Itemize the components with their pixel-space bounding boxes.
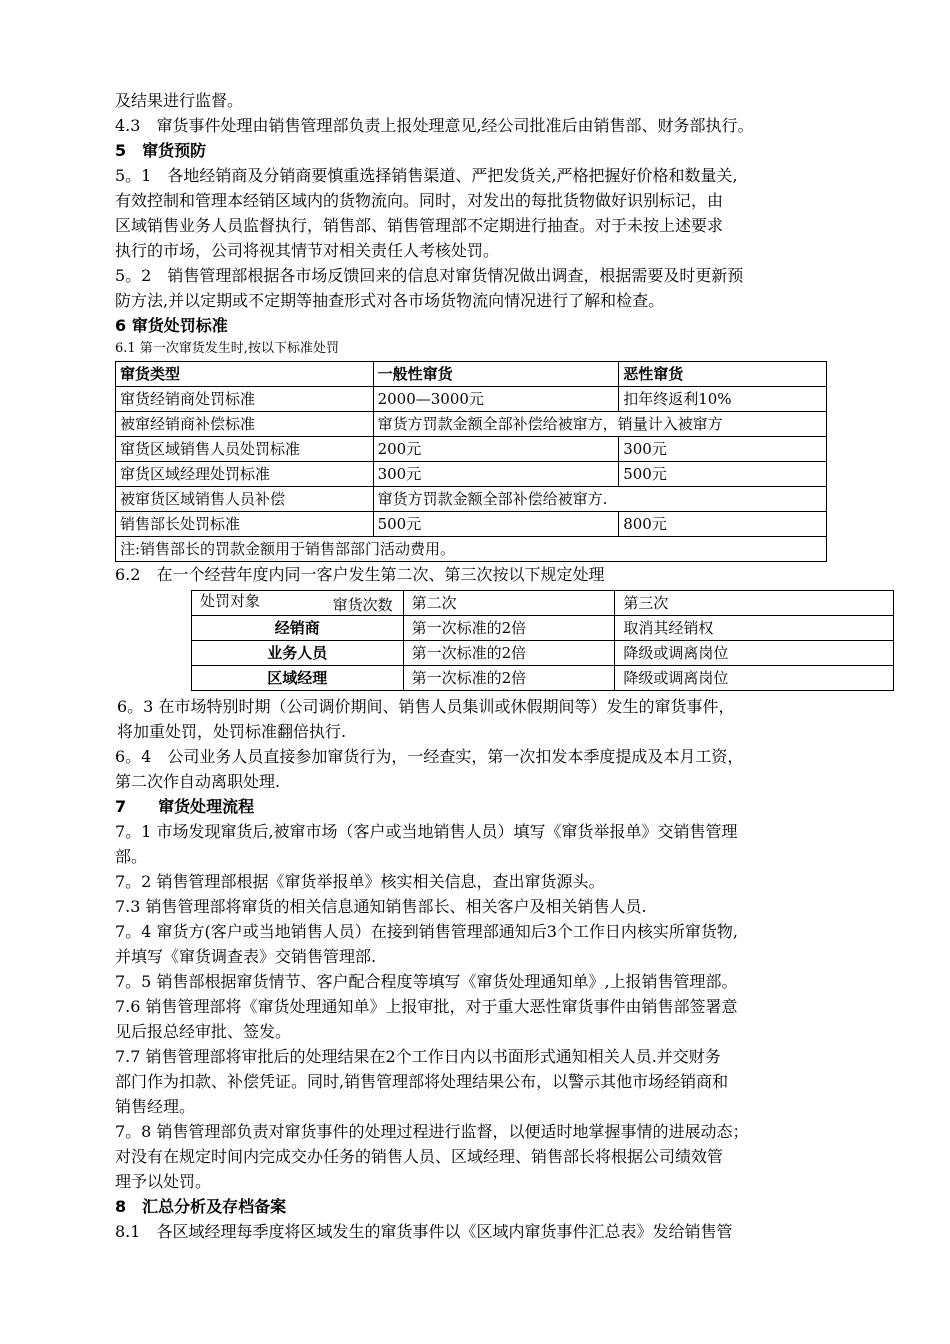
table-header-cell: 一般性窜货 xyxy=(373,362,619,387)
table-cell: 窜货区域经理处罚标准 xyxy=(116,462,374,487)
table-cell: 300元 xyxy=(373,462,619,487)
section-heading-7: 7 窜货处理流程 xyxy=(115,797,255,816)
section-heading-6: 6 窜货处罚标准 xyxy=(115,316,228,335)
table-cell: 降级或调离岗位 xyxy=(615,641,894,666)
table-cell: 扣年终返利10% xyxy=(619,387,827,412)
table-cell: 500元 xyxy=(619,462,827,487)
table-cell: 被窜经销商补偿标准 xyxy=(116,412,374,437)
table-cell: 300元 xyxy=(619,437,827,462)
penalty-table xyxy=(115,361,827,562)
text-line: 7。5 销售部根据窜货情节、客户配合程度等填写《窜货处理通知单》,上报销售管理部。 xyxy=(115,972,738,991)
table-header-cell: 恶性窜货 xyxy=(619,362,827,387)
text-line: 对没有在规定时间内完成交办任务的销售人员、区域经理、销售部长将根据公司绩效管 xyxy=(115,1147,724,1166)
text-line: 理予以处罚。 xyxy=(115,1172,212,1191)
table-row xyxy=(192,641,894,666)
table-cell: 500元 xyxy=(373,512,619,537)
text-line: 7。1 市场发现窜货后,被窜市场（客户或当地销售人员）填写《窜货举报单》交销售管理 xyxy=(115,822,738,841)
text-line: 5。2 销售管理部根据各市场反馈回来的信息对窜货情况做出调查，根据需要及时更新预 xyxy=(115,266,744,285)
text-line: 7.7 销售管理部将审批后的处理结果在2个工作日内以书面形式通知相关人员.并交财务 xyxy=(115,1047,721,1066)
text-line: 8.1 各区域经理每季度将区域发生的窜货事件以《区域内窜货事件汇总表》发给销售管 xyxy=(115,1222,733,1241)
table-row xyxy=(116,412,827,437)
table-cell: 被窜货区域销售人员补偿 xyxy=(116,487,374,512)
table-row xyxy=(116,387,827,412)
table-cell: 第一次标准的2倍 xyxy=(403,641,615,666)
text-line: 销售经理。 xyxy=(115,1097,196,1116)
table-cell: 800元 xyxy=(619,512,827,537)
table-cell: 窜货区域销售人员处罚标准 xyxy=(116,437,374,462)
text-line: 第二次作自动离职处理. xyxy=(115,772,281,791)
text-line: 有效控制和管理本经销区域内的货物流向。同时，对发出的每批货物做好识别标记，由 xyxy=(115,191,724,210)
text-line: 将加重处罚，处罚标准翻倍执行. xyxy=(117,722,347,741)
table-cell: 第一次标准的2倍 xyxy=(403,666,615,691)
text-line: 7。4 窜货方(客户或当地销售人员）在接到销售管理部通知后3个工作日内核实所窜货物, xyxy=(115,922,738,941)
table-cell: 2000—3000元 xyxy=(373,387,619,412)
section-heading-5: 5 窜货预防 xyxy=(115,141,207,160)
table-cell: 取消其经销权 xyxy=(615,616,894,641)
text-line: 部门作为扣款、补偿凭证。同时,销售管理部将处理结果公布，以警示其他市场经销商和 xyxy=(115,1072,729,1091)
table-cell: 窜货方罚款金额全部补偿给被窜方. xyxy=(373,487,826,512)
table-row xyxy=(116,512,827,537)
table-header-row xyxy=(192,591,894,616)
text-line: 5。1 各地经销商及分销商要慎重选择销售渠道、严把发货关,严格把握好价格和数量关, xyxy=(115,166,738,185)
table-cell: 经销商 xyxy=(192,616,404,641)
text-line: 执行的市场，公司将视其情节对相关责任人考核处罚。 xyxy=(115,241,500,260)
table-row xyxy=(192,616,894,641)
text-line: 并填写《窜货调查表》交销售管理部. xyxy=(115,947,377,966)
corner-bottom-label: 处罚对象 xyxy=(200,592,261,610)
table-cell: 业务人员 xyxy=(192,641,404,666)
table-header-cell: 第二次 xyxy=(403,591,615,616)
text-line: 7。2 销售管理部根据《窜货举报单》核实相关信息，查出窜货源头。 xyxy=(115,872,605,891)
table-corner-cell xyxy=(192,591,404,616)
document-page xyxy=(115,88,875,1244)
table-cell: 降级或调离岗位 xyxy=(615,666,894,691)
text-line: 4.3 窜货事件处理由销售管理部负责上报处理意见,经公司批准后由销售部、财务部执行。 xyxy=(115,116,754,135)
section-heading-8: 8 汇总分析及存档备案 xyxy=(115,1197,287,1216)
table-row xyxy=(192,666,894,691)
text-line: 7.6 销售管理部将《窜货处理通知单》上报审批，对于重大恶性窜货事件由销售部签署意 xyxy=(115,997,738,1016)
text-line: 区域销售业务人员监督执行，销售部、销售管理部不定期进行抽查。对于未按上述要求 xyxy=(115,216,724,235)
text-line: 部。 xyxy=(115,847,148,866)
corner-top-label: 窜货次数 xyxy=(332,596,393,614)
text-line: 6。4 公司业务人员直接参加窜货行为，一经查实，第一次扣发本季度提成及本月工资， xyxy=(115,747,744,766)
table-caption: 6.1 第一次窜货发生时,按以下标准处罚 xyxy=(115,341,339,356)
text-line: 6。3 在市场特别时期（公司调价期间、销售人员集训或休假期间等）发生的窜货事件， xyxy=(117,697,735,716)
table-row xyxy=(116,462,827,487)
table-row xyxy=(116,437,827,462)
text-line: 见后报总经审批、签发。 xyxy=(115,1022,292,1041)
repeat-offense-table xyxy=(191,590,894,691)
text-line: 防方法,并以定期或不定期等抽查形式对各市场货物流向情况进行了解和检查。 xyxy=(115,291,665,310)
table-header-row xyxy=(116,362,827,387)
table-cell: 窜货经销商处罚标准 xyxy=(116,387,374,412)
table-header-cell: 窜货类型 xyxy=(116,362,374,387)
text-line: 7。8 销售管理部负责对窜货事件的处理过程进行监督，以便适时地掌握事情的进展动态； xyxy=(115,1122,749,1141)
table-cell: 窜货方罚款金额全部补偿给被窜方，销量计入被窜方 xyxy=(373,412,826,437)
table-note-row xyxy=(116,537,827,562)
table-cell: 销售部长处罚标准 xyxy=(116,512,374,537)
text-line: 6.2 在一个经营年度内同一客户发生第二次、第三次按以下规定处理 xyxy=(115,565,605,584)
table-cell: 第一次标准的2倍 xyxy=(403,616,615,641)
table-header-cell: 第三次 xyxy=(615,591,894,616)
table-cell: 区域经理 xyxy=(192,666,404,691)
table-note: 注:销售部长的罚款金额用于销售部部门活动费用。 xyxy=(116,537,827,562)
text-line: 7.3 销售管理部将窜货的相关信息通知销售部长、相关客户及相关销售人员. xyxy=(115,897,647,916)
text-line: 及结果进行监督。 xyxy=(115,91,244,110)
table-row xyxy=(116,487,827,512)
table-cell: 200元 xyxy=(373,437,619,462)
